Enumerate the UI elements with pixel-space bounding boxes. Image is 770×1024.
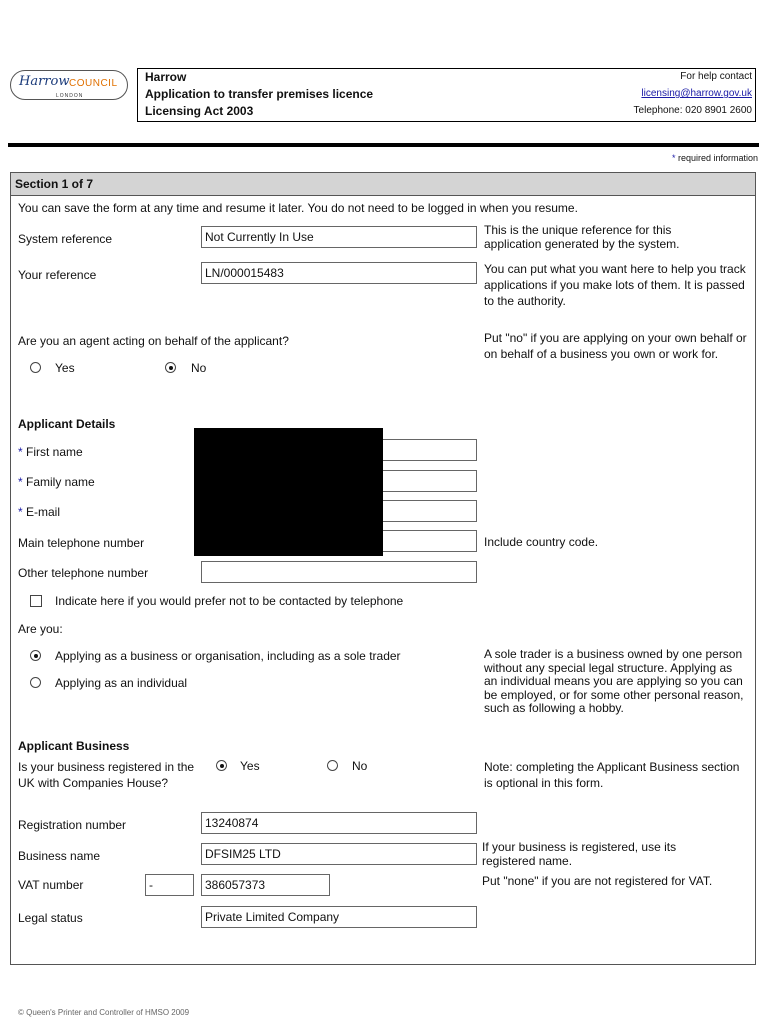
legal-status-field[interactable]: Private Limited Company [201,906,477,928]
agent-no-radio[interactable] [165,362,176,373]
section-header [11,173,755,196]
logo-london-text: LONDON [56,93,84,99]
agent-yes-label: Yes [55,361,75,375]
harrow-council-logo [10,70,128,100]
help-email-link[interactable]: licensing@harrow.gov.uk [641,88,752,99]
registration-number-label: Registration number [18,818,127,832]
agent-help: Put "no" if you are applying on your own behalf or on behalf of a business you own or work for. [484,331,747,361]
section-title: Section 1 of 7 [15,177,94,191]
section-intro: You can save the form at any time and resume it later. You do not need to be logged in when you resume. [18,201,578,215]
email-label: * E-mail [18,505,61,519]
your-reference-help: You can put what you want here to help you track applications if you make lots of them. It is passed to the authority. [484,262,746,308]
copyright-footer: © Queen's Printer and Controller of HMSO 2009 [18,1008,190,1017]
system-reference-label: System reference [18,232,113,246]
vat-prefix-field[interactable]: - [145,874,194,896]
business-note: Note: completing the Applicant Business section is optional in this form. [484,760,740,790]
legal-status-label: Legal status [18,911,83,925]
no-telephone-contact-checkbox[interactable] [30,595,42,607]
registered-question: Is your business registered in the UK with Companies House? [18,760,195,790]
other-phone-field[interactable] [201,561,477,583]
agent-no-label: No [191,361,207,375]
vat-help: Put "none" if you are not registered for VAT. [482,874,713,888]
header-title: Application to transfer premises licence [145,87,374,101]
system-reference-field[interactable]: Not Currently In Use [201,226,477,248]
header-act: Licensing Act 2003 [145,104,254,118]
business-name-label: Business name [18,849,101,863]
your-reference-field[interactable]: LN/000015483 [201,262,477,284]
business-name-field[interactable]: DFSIM25 LTD [201,843,477,865]
required-note: * required information [671,153,758,163]
logo-harrow-text: Harrow [19,74,70,89]
registered-no-radio[interactable] [327,760,338,771]
header-divider [8,143,759,147]
system-reference-help: This is the unique reference for this application generated by the system. [484,223,680,251]
main-phone-help: Include country code. [484,535,599,549]
applying-business-label: Applying as a business or organisation, including as a sole trader [55,649,401,663]
main-phone-label: Main telephone number [18,536,145,550]
vat-number-label: VAT number [18,878,84,892]
applicant-business-heading: Applicant Business [18,739,130,753]
redaction-block [194,428,383,556]
applying-individual-radio[interactable] [30,677,41,688]
applying-business-radio[interactable] [30,650,41,661]
applying-individual-label: Applying as an individual [55,676,188,690]
your-reference-label: Your reference [18,268,97,282]
registration-number-field[interactable]: 13240874 [201,812,477,834]
are-you-help: A sole trader is a business owned by one person without any special legal structure. Applying as an individual means you are applying so you can be employed, or for some other personal reason, such as following a hobby. [484,647,744,715]
are-you-question: Are you: [18,622,63,636]
help-contact-label: For help contact [680,71,752,82]
help-telephone: Telephone: 020 8901 2600 [633,105,752,116]
no-telephone-contact-label: Indicate here if you would prefer not to be contacted by telephone [55,594,404,608]
logo-council-text: COUNCIL [69,78,118,89]
vat-number-field[interactable]: 386057373 [201,874,330,896]
agent-yes-radio[interactable] [30,362,41,373]
registered-yes-label: Yes [240,759,260,773]
other-phone-label: Other telephone number [18,566,149,580]
family-name-label: * Family name [18,475,95,489]
applicant-details-heading: Applicant Details [18,417,116,431]
first-name-label: * First name [18,445,83,459]
header-org: Harrow [145,70,187,84]
business-name-help: If your business is registered, use its registered name. [482,840,677,868]
registered-yes-radio[interactable] [216,760,227,771]
registered-no-label: No [352,759,368,773]
agent-question: Are you an agent acting on behalf of the applicant? [18,334,289,348]
